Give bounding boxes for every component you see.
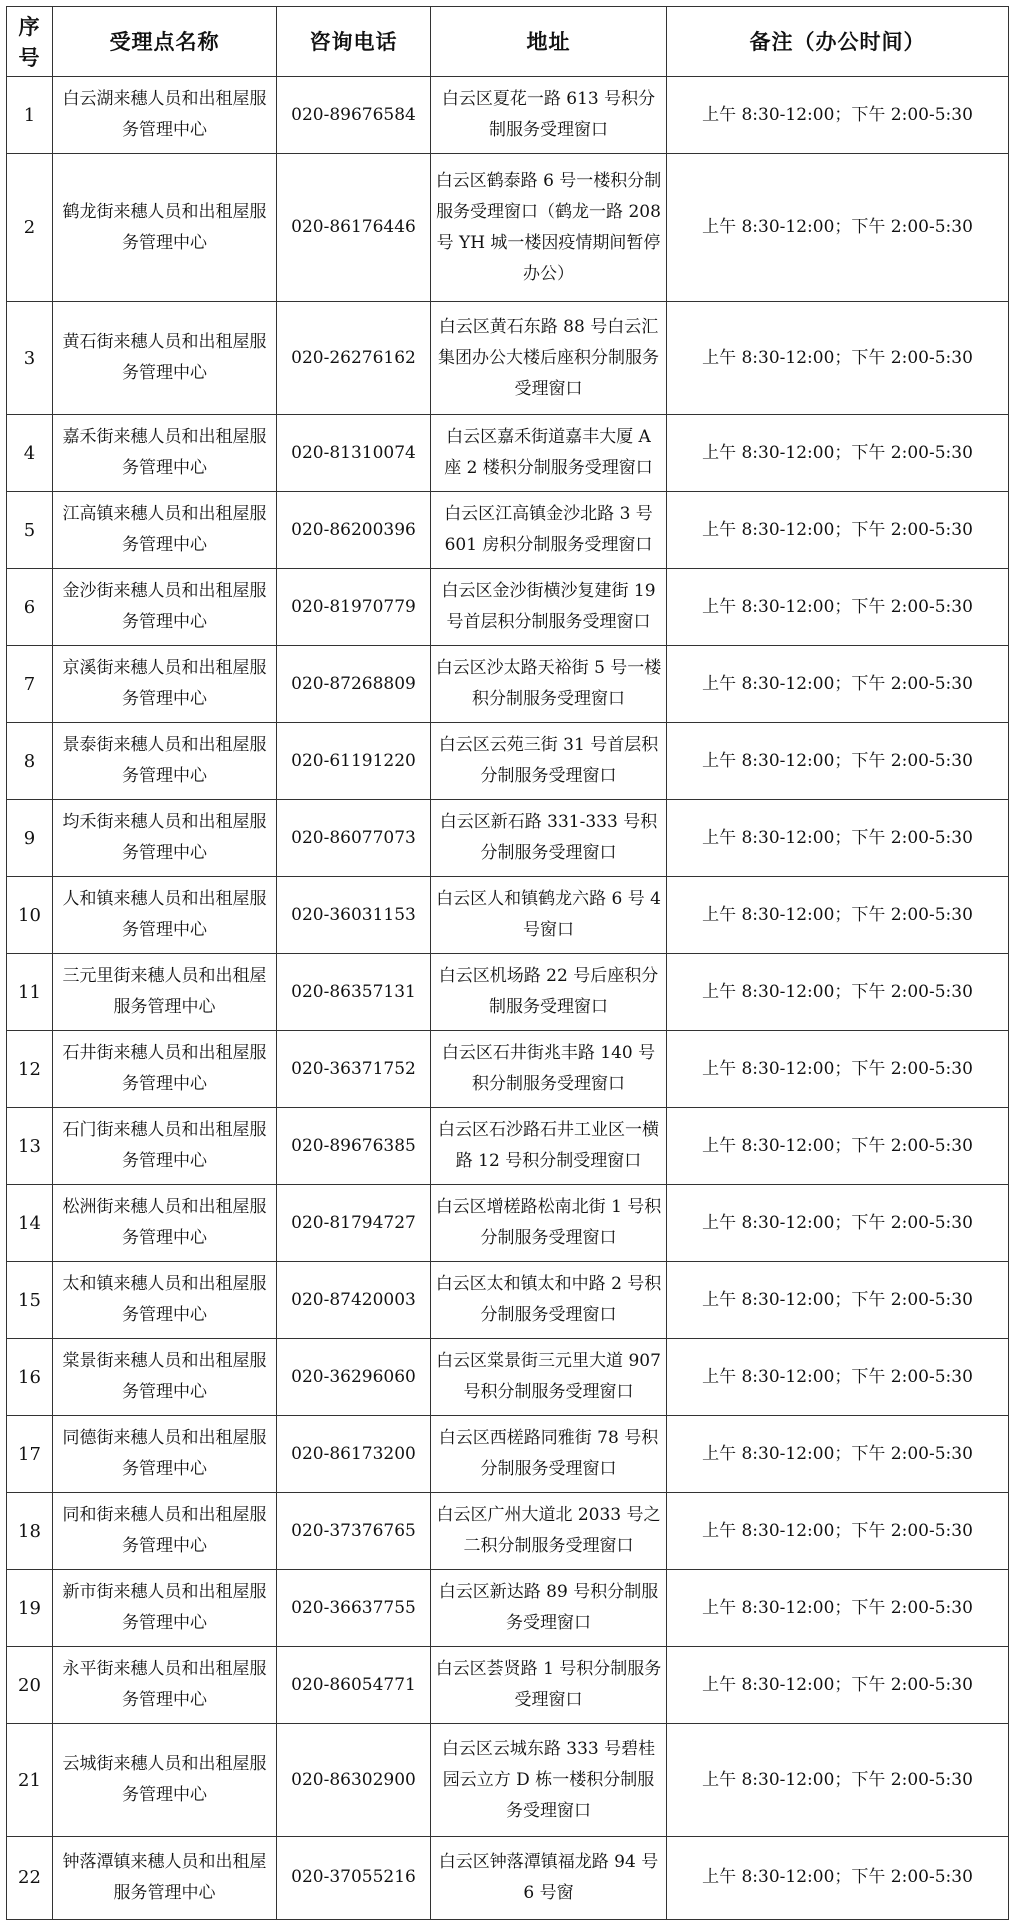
table-row <box>7 1836 1009 1919</box>
cell-index: 10 <box>7 877 53 954</box>
cell-note: 上午 8:30-12:00；下午 2:00-5:30 <box>667 1416 1009 1493</box>
table-row <box>7 1724 1009 1837</box>
cell-note: 上午 8:30-12:00；下午 2:00-5:30 <box>667 1836 1009 1919</box>
cell-phone: 020-36371752 <box>277 1031 431 1108</box>
table-row <box>7 954 1009 1031</box>
cell-index: 11 <box>7 954 53 1031</box>
header-name: 受理点名称 <box>53 7 277 77</box>
cell-address: 白云区钟落潭镇福龙路 94 号 6 号窗 <box>431 1836 667 1919</box>
cell-phone: 020-37376765 <box>277 1493 431 1570</box>
cell-address: 白云区机场路 22 号后座积分制服务受理窗口 <box>431 954 667 1031</box>
cell-index: 16 <box>7 1339 53 1416</box>
cell-name: 太和镇来穗人员和出租屋服务管理中心 <box>53 1262 277 1339</box>
cell-index: 1 <box>7 77 53 154</box>
table-row <box>7 77 1009 154</box>
cell-name: 均禾街来穗人员和出租屋服务管理中心 <box>53 800 277 877</box>
cell-index: 4 <box>7 415 53 492</box>
table-row <box>7 154 1009 302</box>
cell-address: 白云区广州大道北 2033 号之二积分制服务受理窗口 <box>431 1493 667 1570</box>
cell-address: 白云区新达路 89 号积分制服务受理窗口 <box>431 1570 667 1647</box>
cell-address: 白云区增槎路松南北街 1 号积分制服务受理窗口 <box>431 1185 667 1262</box>
header-row <box>7 7 1009 77</box>
table-row <box>7 800 1009 877</box>
cell-name: 人和镇来穗人员和出租屋服务管理中心 <box>53 877 277 954</box>
cell-index: 14 <box>7 1185 53 1262</box>
cell-address: 白云区金沙街横沙复建街 19 号首层积分制服务受理窗口 <box>431 569 667 646</box>
cell-phone: 020-86200396 <box>277 492 431 569</box>
table-row <box>7 1570 1009 1647</box>
table-body <box>7 77 1009 1920</box>
cell-phone: 020-86357131 <box>277 954 431 1031</box>
cell-address: 白云区云城东路 333 号碧桂园云立方 D 栋一楼积分制服务受理窗口 <box>431 1724 667 1837</box>
cell-name: 江高镇来穗人员和出租屋服务管理中心 <box>53 492 277 569</box>
cell-note: 上午 8:30-12:00；下午 2:00-5:30 <box>667 723 1009 800</box>
cell-address: 白云区棠景街三元里大道 907 号积分制服务受理窗口 <box>431 1339 667 1416</box>
cell-address: 白云区沙太路天裕街 5 号一楼积分制服务受理窗口 <box>431 646 667 723</box>
cell-name: 金沙街来穗人员和出租屋服务管理中心 <box>53 569 277 646</box>
cell-address: 白云区石沙路石井工业区一横路 12 号积分制受理窗口 <box>431 1108 667 1185</box>
cell-address: 白云区鹤泰路 6 号一楼积分制服务受理窗口（鹤龙一路 208 号 YH 城一楼因疫情期间暂停办公） <box>431 154 667 302</box>
table-row <box>7 415 1009 492</box>
table-row <box>7 1647 1009 1724</box>
table-row <box>7 723 1009 800</box>
table-row <box>7 877 1009 954</box>
table-row <box>7 1031 1009 1108</box>
cell-phone: 020-37055216 <box>277 1836 431 1919</box>
cell-address: 白云区黄石东路 88 号白云汇集团办公大楼后座积分制服务受理窗口 <box>431 302 667 415</box>
cell-note: 上午 8:30-12:00；下午 2:00-5:30 <box>667 877 1009 954</box>
cell-address: 白云区嘉禾街道嘉丰大厦 A 座 2 楼积分制服务受理窗口 <box>431 415 667 492</box>
cell-phone: 020-86173200 <box>277 1416 431 1493</box>
header-index: 序号 <box>7 7 53 77</box>
cell-phone: 020-36031153 <box>277 877 431 954</box>
cell-index: 22 <box>7 1836 53 1919</box>
cell-index: 13 <box>7 1108 53 1185</box>
cell-address: 白云区人和镇鹤龙六路 6 号 4 号窗口 <box>431 877 667 954</box>
header-address: 地址 <box>431 7 667 77</box>
cell-index: 15 <box>7 1262 53 1339</box>
cell-name: 松洲街来穗人员和出租屋服务管理中心 <box>53 1185 277 1262</box>
cell-note: 上午 8:30-12:00；下午 2:00-5:30 <box>667 954 1009 1031</box>
cell-phone: 020-36296060 <box>277 1339 431 1416</box>
cell-name: 景泰街来穗人员和出租屋服务管理中心 <box>53 723 277 800</box>
cell-name: 同德街来穗人员和出租屋服务管理中心 <box>53 1416 277 1493</box>
cell-index: 12 <box>7 1031 53 1108</box>
table-row <box>7 1262 1009 1339</box>
cell-note: 上午 8:30-12:00；下午 2:00-5:30 <box>667 569 1009 646</box>
cell-note: 上午 8:30-12:00；下午 2:00-5:30 <box>667 492 1009 569</box>
table-row <box>7 1185 1009 1262</box>
cell-index: 18 <box>7 1493 53 1570</box>
cell-phone: 020-87268809 <box>277 646 431 723</box>
cell-index: 5 <box>7 492 53 569</box>
cell-name: 三元里街来穗人员和出租屋服务管理中心 <box>53 954 277 1031</box>
cell-address: 白云区荟贤路 1 号积分制服务受理窗口 <box>431 1647 667 1724</box>
cell-note: 上午 8:30-12:00；下午 2:00-5:30 <box>667 1493 1009 1570</box>
cell-phone: 020-61191220 <box>277 723 431 800</box>
cell-name: 京溪街来穗人员和出租屋服务管理中心 <box>53 646 277 723</box>
table-row <box>7 646 1009 723</box>
cell-phone: 020-86176446 <box>277 154 431 302</box>
cell-phone: 020-26276162 <box>277 302 431 415</box>
cell-address: 白云区石井街兆丰路 140 号积分制服务受理窗口 <box>431 1031 667 1108</box>
cell-index: 17 <box>7 1416 53 1493</box>
cell-phone: 020-86302900 <box>277 1724 431 1837</box>
table-row <box>7 569 1009 646</box>
cell-name: 云城街来穗人员和出租屋服务管理中心 <box>53 1724 277 1837</box>
cell-index: 20 <box>7 1647 53 1724</box>
cell-note: 上午 8:30-12:00；下午 2:00-5:30 <box>667 1570 1009 1647</box>
cell-address: 白云区太和镇太和中路 2 号积分制服务受理窗口 <box>431 1262 667 1339</box>
cell-phone: 020-81794727 <box>277 1185 431 1262</box>
cell-index: 9 <box>7 800 53 877</box>
cell-note: 上午 8:30-12:00；下午 2:00-5:30 <box>667 1262 1009 1339</box>
cell-index: 2 <box>7 154 53 302</box>
header-phone: 咨询电话 <box>277 7 431 77</box>
cell-address: 白云区新石路 331-333 号积分制服务受理窗口 <box>431 800 667 877</box>
cell-name: 石井街来穗人员和出租屋服务管理中心 <box>53 1031 277 1108</box>
cell-name: 嘉禾街来穗人员和出租屋服务管理中心 <box>53 415 277 492</box>
cell-note: 上午 8:30-12:00；下午 2:00-5:30 <box>667 646 1009 723</box>
table-header <box>7 7 1009 77</box>
cell-name: 鹤龙街来穗人员和出租屋服务管理中心 <box>53 154 277 302</box>
cell-phone: 020-81310074 <box>277 415 431 492</box>
cell-phone: 020-36637755 <box>277 1570 431 1647</box>
cell-note: 上午 8:30-12:00；下午 2:00-5:30 <box>667 1108 1009 1185</box>
cell-address: 白云区江高镇金沙北路 3 号 601 房积分制服务受理窗口 <box>431 492 667 569</box>
cell-address: 白云区云苑三街 31 号首层积分制服务受理窗口 <box>431 723 667 800</box>
cell-phone: 020-86077073 <box>277 800 431 877</box>
cell-phone: 020-89676385 <box>277 1108 431 1185</box>
cell-name: 永平街来穗人员和出租屋服务管理中心 <box>53 1647 277 1724</box>
cell-note: 上午 8:30-12:00；下午 2:00-5:30 <box>667 1185 1009 1262</box>
cell-name: 白云湖来穗人员和出租屋服务管理中心 <box>53 77 277 154</box>
cell-name: 钟落潭镇来穗人员和出租屋服务管理中心 <box>53 1836 277 1919</box>
cell-phone: 020-89676584 <box>277 77 431 154</box>
cell-address: 白云区夏花一路 613 号积分制服务受理窗口 <box>431 77 667 154</box>
cell-address: 白云区西槎路同雅街 78 号积分制服务受理窗口 <box>431 1416 667 1493</box>
cell-note: 上午 8:30-12:00；下午 2:00-5:30 <box>667 1724 1009 1837</box>
table-row <box>7 1108 1009 1185</box>
cell-index: 21 <box>7 1724 53 1837</box>
cell-note: 上午 8:30-12:00；下午 2:00-5:30 <box>667 415 1009 492</box>
cell-index: 6 <box>7 569 53 646</box>
cell-name: 同和街来穗人员和出租屋服务管理中心 <box>53 1493 277 1570</box>
cell-index: 3 <box>7 302 53 415</box>
cell-index: 19 <box>7 1570 53 1647</box>
cell-name: 棠景街来穗人员和出租屋服务管理中心 <box>53 1339 277 1416</box>
cell-index: 7 <box>7 646 53 723</box>
table-row <box>7 492 1009 569</box>
service-points-table <box>6 6 1009 1920</box>
table-row <box>7 302 1009 415</box>
cell-note: 上午 8:30-12:00；下午 2:00-5:30 <box>667 154 1009 302</box>
table-row <box>7 1416 1009 1493</box>
cell-note: 上午 8:30-12:00；下午 2:00-5:30 <box>667 77 1009 154</box>
header-note: 备注（办公时间） <box>667 7 1009 77</box>
cell-name: 石门街来穗人员和出租屋服务管理中心 <box>53 1108 277 1185</box>
cell-note: 上午 8:30-12:00；下午 2:00-5:30 <box>667 1647 1009 1724</box>
cell-index: 8 <box>7 723 53 800</box>
cell-phone: 020-87420003 <box>277 1262 431 1339</box>
cell-phone: 020-86054771 <box>277 1647 431 1724</box>
table-row <box>7 1493 1009 1570</box>
cell-note: 上午 8:30-12:00；下午 2:00-5:30 <box>667 800 1009 877</box>
cell-name: 新市街来穗人员和出租屋服务管理中心 <box>53 1570 277 1647</box>
cell-phone: 020-81970779 <box>277 569 431 646</box>
cell-note: 上午 8:30-12:00；下午 2:00-5:30 <box>667 302 1009 415</box>
cell-name: 黄石街来穗人员和出租屋服务管理中心 <box>53 302 277 415</box>
cell-note: 上午 8:30-12:00；下午 2:00-5:30 <box>667 1339 1009 1416</box>
table-row <box>7 1339 1009 1416</box>
cell-note: 上午 8:30-12:00；下午 2:00-5:30 <box>667 1031 1009 1108</box>
